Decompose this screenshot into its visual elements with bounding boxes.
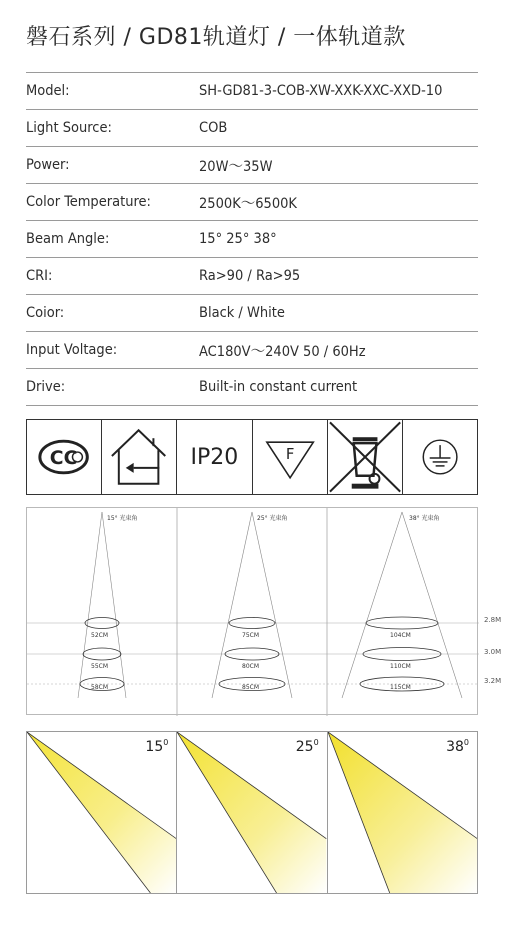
spec-key: Light Source: <box>26 120 112 136</box>
beam-diameter-label: 110CM <box>390 663 411 670</box>
spec-key: Power: <box>26 157 70 173</box>
f-mark-label: F <box>285 445 294 463</box>
beam-spread-panel-25 <box>177 732 327 893</box>
beam-diameter-label: 85CM <box>242 684 260 691</box>
spec-key: CRI: <box>26 268 53 284</box>
spec-value: Built-in constant current <box>199 379 358 395</box>
f-mark-icon <box>253 420 328 494</box>
beam-panel-label: 25° 光束角 <box>257 515 288 522</box>
beam-diameter-label: 115CM <box>390 684 411 691</box>
distance-label: 3.2M <box>484 677 502 685</box>
earth-ground-icon <box>403 420 477 494</box>
spread-angle: $25^0$ <box>295 738 319 755</box>
beam-diameter-label: 80CM <box>242 663 260 670</box>
spec-row-cri <box>26 258 478 295</box>
beam-diameter-label: 58CM <box>91 684 109 691</box>
beam-diameter-label: 55CM <box>91 663 109 670</box>
spec-row-input-voltage <box>26 332 478 369</box>
certification-icons <box>26 419 478 495</box>
spec-row-light-source <box>26 110 478 147</box>
indoor-use-icon <box>102 420 177 494</box>
beam-diameter-label: 52CM <box>91 632 109 639</box>
spec-key: Coior: <box>26 305 65 321</box>
spec-row-drive <box>26 369 478 406</box>
spec-key: Drive: <box>26 379 66 395</box>
spec-row-color <box>26 295 478 332</box>
spread-angle: $15^0$ <box>145 738 169 755</box>
spec-value: 20W～35W <box>199 158 273 175</box>
beam-angle-diagram <box>26 507 502 715</box>
distance-label: 3.0M <box>484 648 502 656</box>
page-title: 磐石系列 / GD81轨道灯 / 一体轨道款 <box>26 25 406 50</box>
spec-key: Color Temperature: <box>26 194 151 210</box>
ip-rating-icon <box>177 420 252 494</box>
beam-spread-panel-38 <box>328 732 477 893</box>
spec-value: COB <box>199 120 228 136</box>
spec-row-color-temperature <box>26 184 478 221</box>
ccc-icon <box>27 420 102 494</box>
spread-angle: $38^0$ <box>446 738 469 755</box>
spec-row-power <box>26 147 478 184</box>
spec-table <box>26 72 478 406</box>
spec-value: Black / White <box>199 305 285 321</box>
ip-rating-label: IP20 <box>190 444 239 470</box>
beam-panel-label: 15° 光束角 <box>107 515 138 522</box>
spec-row-model <box>26 72 478 110</box>
spec-row-beam-angle <box>26 221 478 258</box>
beam-spread-illustration <box>26 731 478 894</box>
spec-value: AC180V～240V 50 / 60Hz <box>199 343 366 360</box>
distance-label: 2.8M <box>484 616 502 624</box>
spec-key: Model: <box>26 83 70 99</box>
beam-spread-panel-15 <box>27 732 177 893</box>
spec-key: Input Voltage: <box>26 342 118 358</box>
spec-value: 2500K～6500K <box>199 195 297 212</box>
svg-text:CC: CC <box>49 447 78 469</box>
spec-value: Ra>90 / Ra>95 <box>199 268 301 284</box>
spec-value: 15° 25° 38° <box>199 231 277 247</box>
beam-panel-label: 38° 光束角 <box>409 515 440 522</box>
spec-key: Beam Angle: <box>26 231 110 247</box>
beam-diameter-label: 75CM <box>242 632 260 639</box>
weee-bin-icon <box>328 420 403 494</box>
spec-value: SH-GD81-3-COB-XW-XXK-XXC-XXD-10 <box>199 83 443 99</box>
beam-diameter-label: 104CM <box>390 632 411 639</box>
